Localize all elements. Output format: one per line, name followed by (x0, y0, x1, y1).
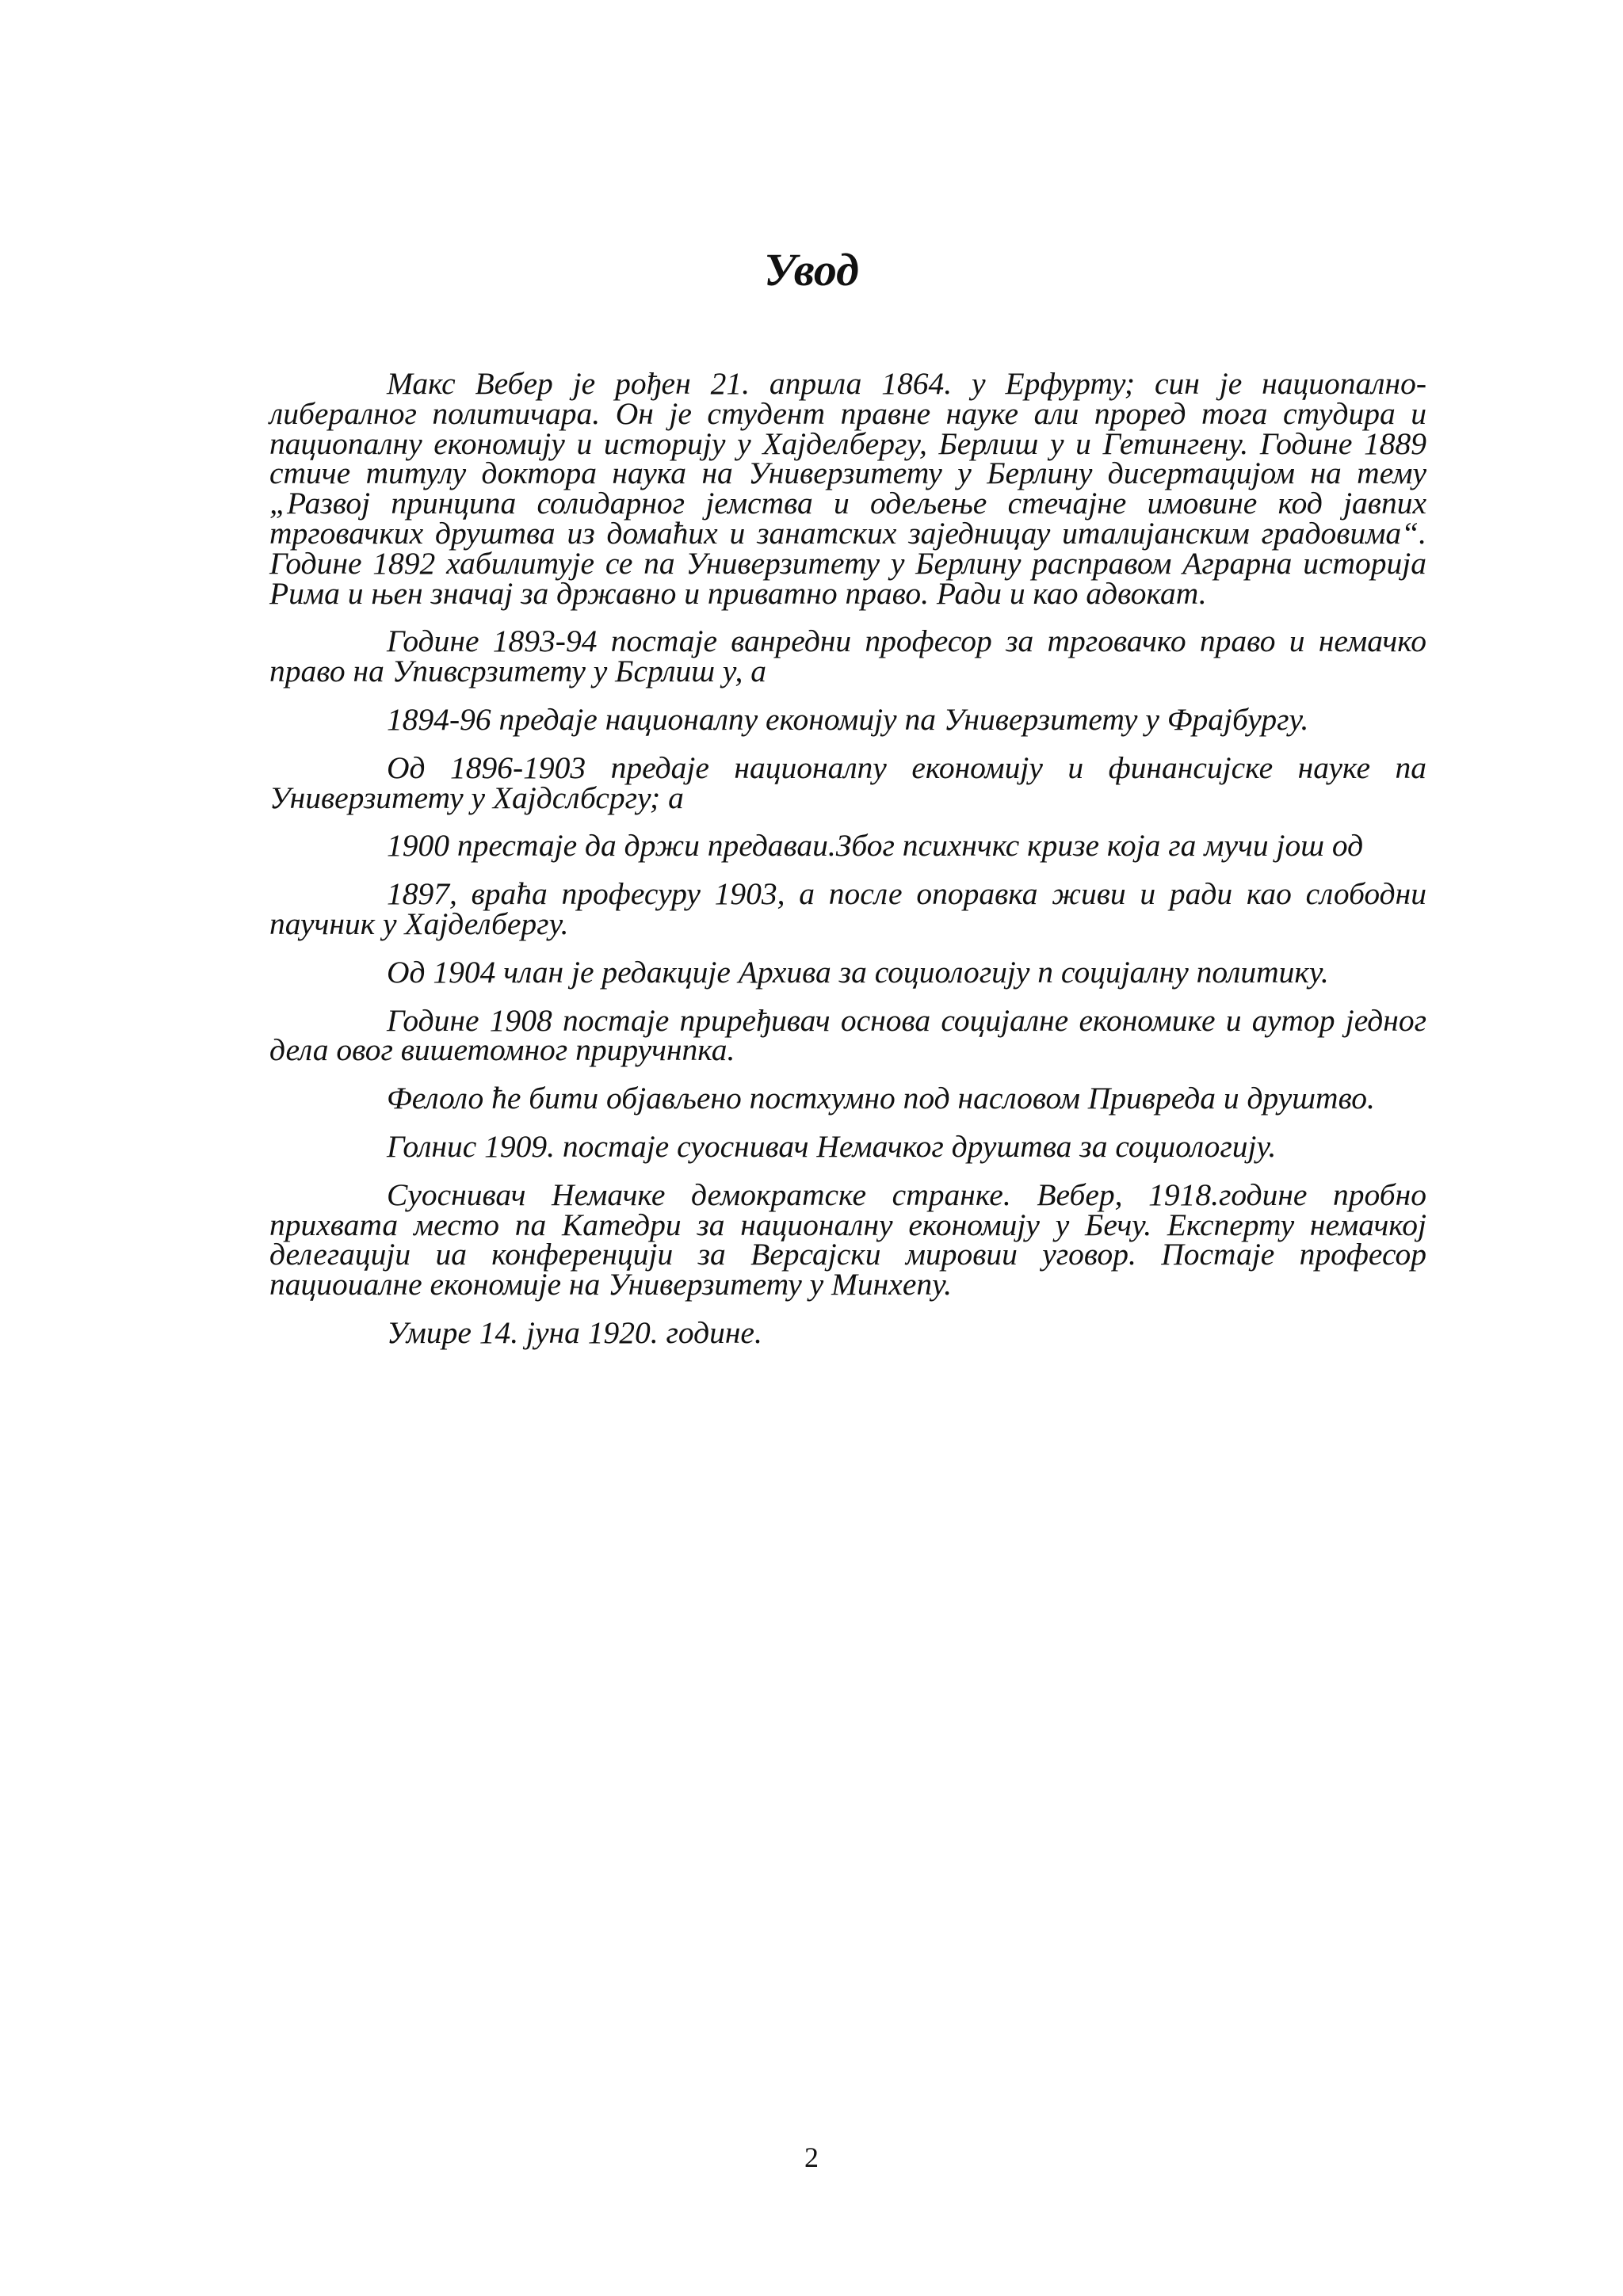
paragraph-1904: Од 1904 члан је редакције Архива за социологију п социјалну политику. (387, 954, 1329, 990)
paragraph-1909: Голнис 1909. постаје суоснивач Немачког друштва за социологију. (387, 1128, 1277, 1164)
page-title: Увод (764, 244, 859, 296)
document-body (269, 366, 1426, 1367)
paragraph-1894: 1894-96 предаје националпу економију па Универзитету у Фрајбургу. (387, 701, 1309, 737)
paragraph-1918: Суоснивач Немачке демократске странке. Вебер, 1918.године пробно прихвата место па Катедри за националну економију у Бечу. Експерту немачкој делегацији иа конференцији за Версајски мировии уговор. Постаје професор пациоиалне економије на Универзитету у Минхепу. (269, 1177, 1426, 1302)
paragraph-1908: Године 1908 постаје приређивач основа социјалне економике и аутор једног дела овог вишетомног приручнпка. (269, 1002, 1426, 1068)
paragraph-1896: Од 1896-1903 предаје националпу економију и финансијске науке па Универзитету у Хајдслбсргу; а (269, 749, 1426, 815)
page-number: 2 (804, 2142, 819, 2173)
paragraph-posthumous: Фелоло ће бити објављено постхумно под насловом Привреда и друштво. (387, 1081, 1375, 1116)
paragraph-1893: Године 1893-94 постаје ванредни професор за трговачко право и немачко право на Упивсрзитету у Бсрлиш у, а (269, 624, 1426, 689)
paragraph-death: Умире 14. јуна 1920. године. (387, 1314, 762, 1350)
paragraph-1897: 1897, враћа професуру 1903, а после опоравка живи и ради као слободни паучник у Хајделбергу. (269, 876, 1426, 941)
paragraph-1900: 1900 престаје да држи предаваи.Због психнчкс кризе која га мучи још од (387, 828, 1364, 864)
paragraph-biography: Макс Вебер је рођен 21. априла 1864. у Ерфурту; син је нациопално-либералног политичара. Он је студент правне науке али проред тога студира и пациопалну економију и историју у Хајделбергу, Берлиш у и Гетингену. Године 1889 стиче титулу доктора наука на Универзитету у Берлину дисертацијом на тему „Развој принципа солидарног јемства и одељење стечајне имовине код јавпих трговачких друштва из домаћих и занатских заједницау италијанским градовима“. Године 1892 хабилитује се па Универзитету у Берлину расправом Аграрна историја Рима и њен значај за државно и приватно право. Ради и као адвокат. (269, 366, 1426, 611)
